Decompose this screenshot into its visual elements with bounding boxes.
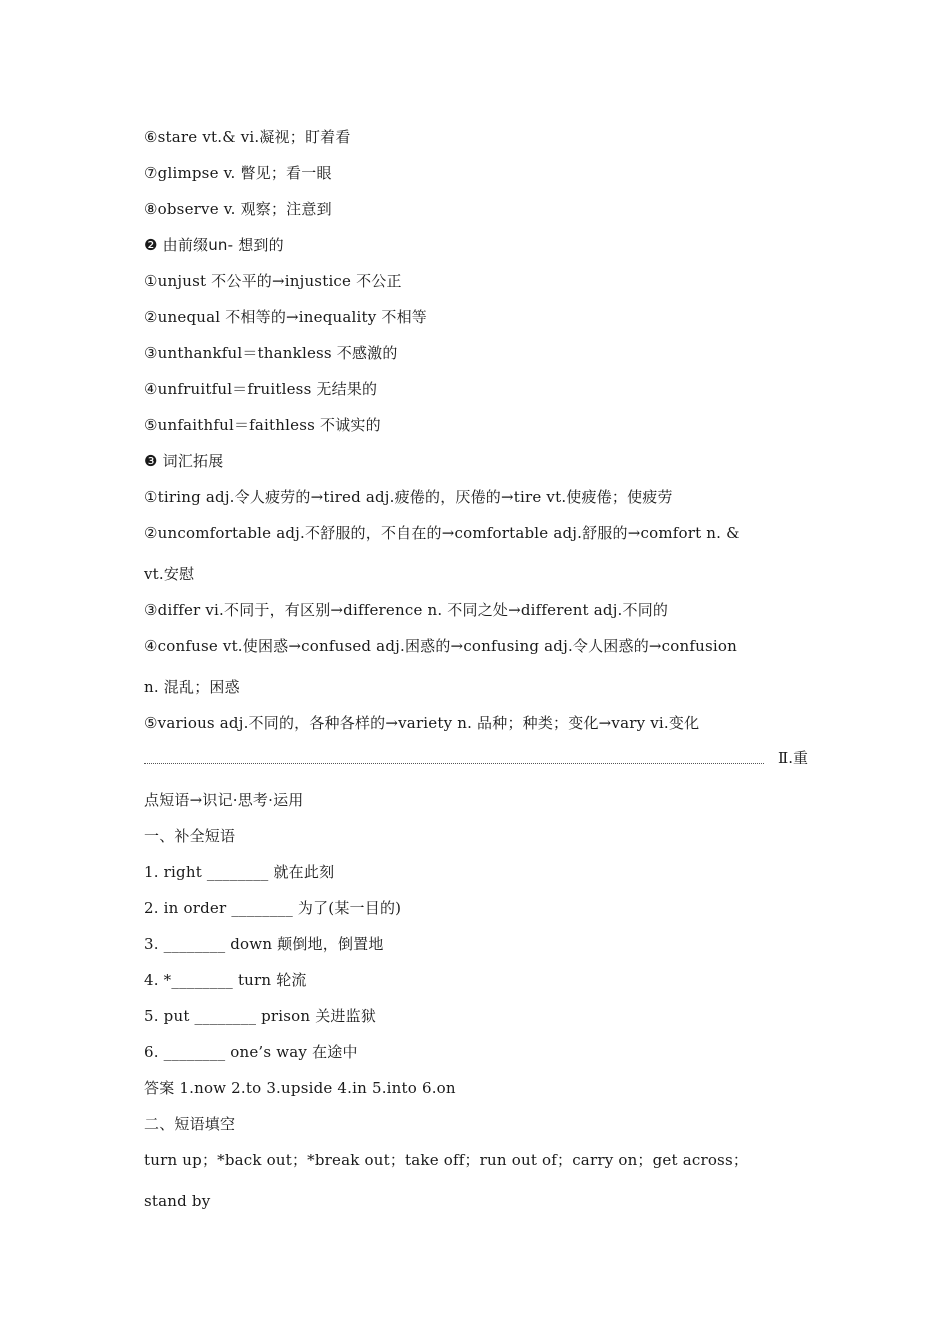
vocab-confuse-cont: n. 混乱；困惑	[144, 678, 240, 696]
dotted-divider	[144, 763, 764, 764]
exercise-item-6: 6. ________ one’s way 在途中	[144, 1043, 358, 1061]
vocab-confuse: ④confuse vt.使困惑→confused adj.困惑的→confusing adj.令人困惑的→confusion	[144, 637, 737, 655]
vocab-uncomfortable-cont: vt.安慰	[144, 565, 195, 583]
vocab-unfruitful: ④unfruitful＝fruitless 无结果的	[144, 380, 378, 398]
section-heading-prefix-un: ❷ 由前缀un- 想到的	[144, 236, 284, 254]
vocab-unequal: ②unequal 不相等的→inequality 不相等	[144, 308, 427, 326]
section-label-ii: Ⅱ.重	[778, 749, 808, 767]
exercise-heading-fill: 二、短语填空	[144, 1115, 236, 1133]
vocab-tiring: ①tiring adj.令人疲劳的→tired adj.疲倦的，厌倦的→tire vt.使疲倦；使疲劳	[144, 488, 673, 506]
exercise-item-5: 5. put ________ prison 关进监狱	[144, 1007, 377, 1025]
section-rule	[144, 748, 808, 768]
exercise-item-2: 2. in order ________ 为了(某一目的)	[144, 899, 402, 917]
vocab-various: ⑤various adj.不同的，各种各样的→variety n. 品种；种类；变化→vary vi.变化	[144, 714, 700, 732]
section-heading-word-expansion: ❸ 词汇拓展	[144, 452, 224, 470]
vocab-stare: ⑥stare vt.& vi.凝视；盯着看	[144, 128, 351, 146]
vocab-unthankful: ③unthankful＝thankless 不感激的	[144, 344, 398, 362]
vocab-glimpse: ⑦glimpse v. 瞥见；看一眼	[144, 164, 332, 182]
vocab-differ: ③differ vi.不同于，有区别→difference n. 不同之处→different adj.不同的	[144, 601, 669, 619]
exercise-heading-complete: 一、补全短语	[144, 827, 236, 845]
exercise-item-4: 4. *________ turn 轮流	[144, 971, 307, 989]
vocab-unfaithful: ⑤unfaithful＝faithless 不诚实的	[144, 416, 381, 434]
phrase-bank: turn up；*back out；*break out；take off；run out of；carry on；get across；	[144, 1151, 749, 1169]
exercise-item-3: 3. ________ down 颠倒地，倒置地	[144, 935, 384, 953]
answer-key: 答案 1.now 2.to 3.upside 4.in 5.into 6.on	[144, 1079, 456, 1097]
vocab-unjust: ①unjust 不公平的→injustice 不公正	[144, 272, 402, 290]
exercise-item-1: 1. right ________ 就在此刻	[144, 863, 335, 881]
phrase-bank-cont: stand by	[144, 1192, 211, 1210]
vocab-uncomfortable: ②uncomfortable adj.不舒服的，不自在的→comfortable adj.舒服的→comfort n. &	[144, 524, 740, 542]
phrase-section-title: 点短语→识记·思考·运用	[144, 791, 304, 809]
vocab-observe: ⑧observe v. 观察；注意到	[144, 200, 332, 218]
